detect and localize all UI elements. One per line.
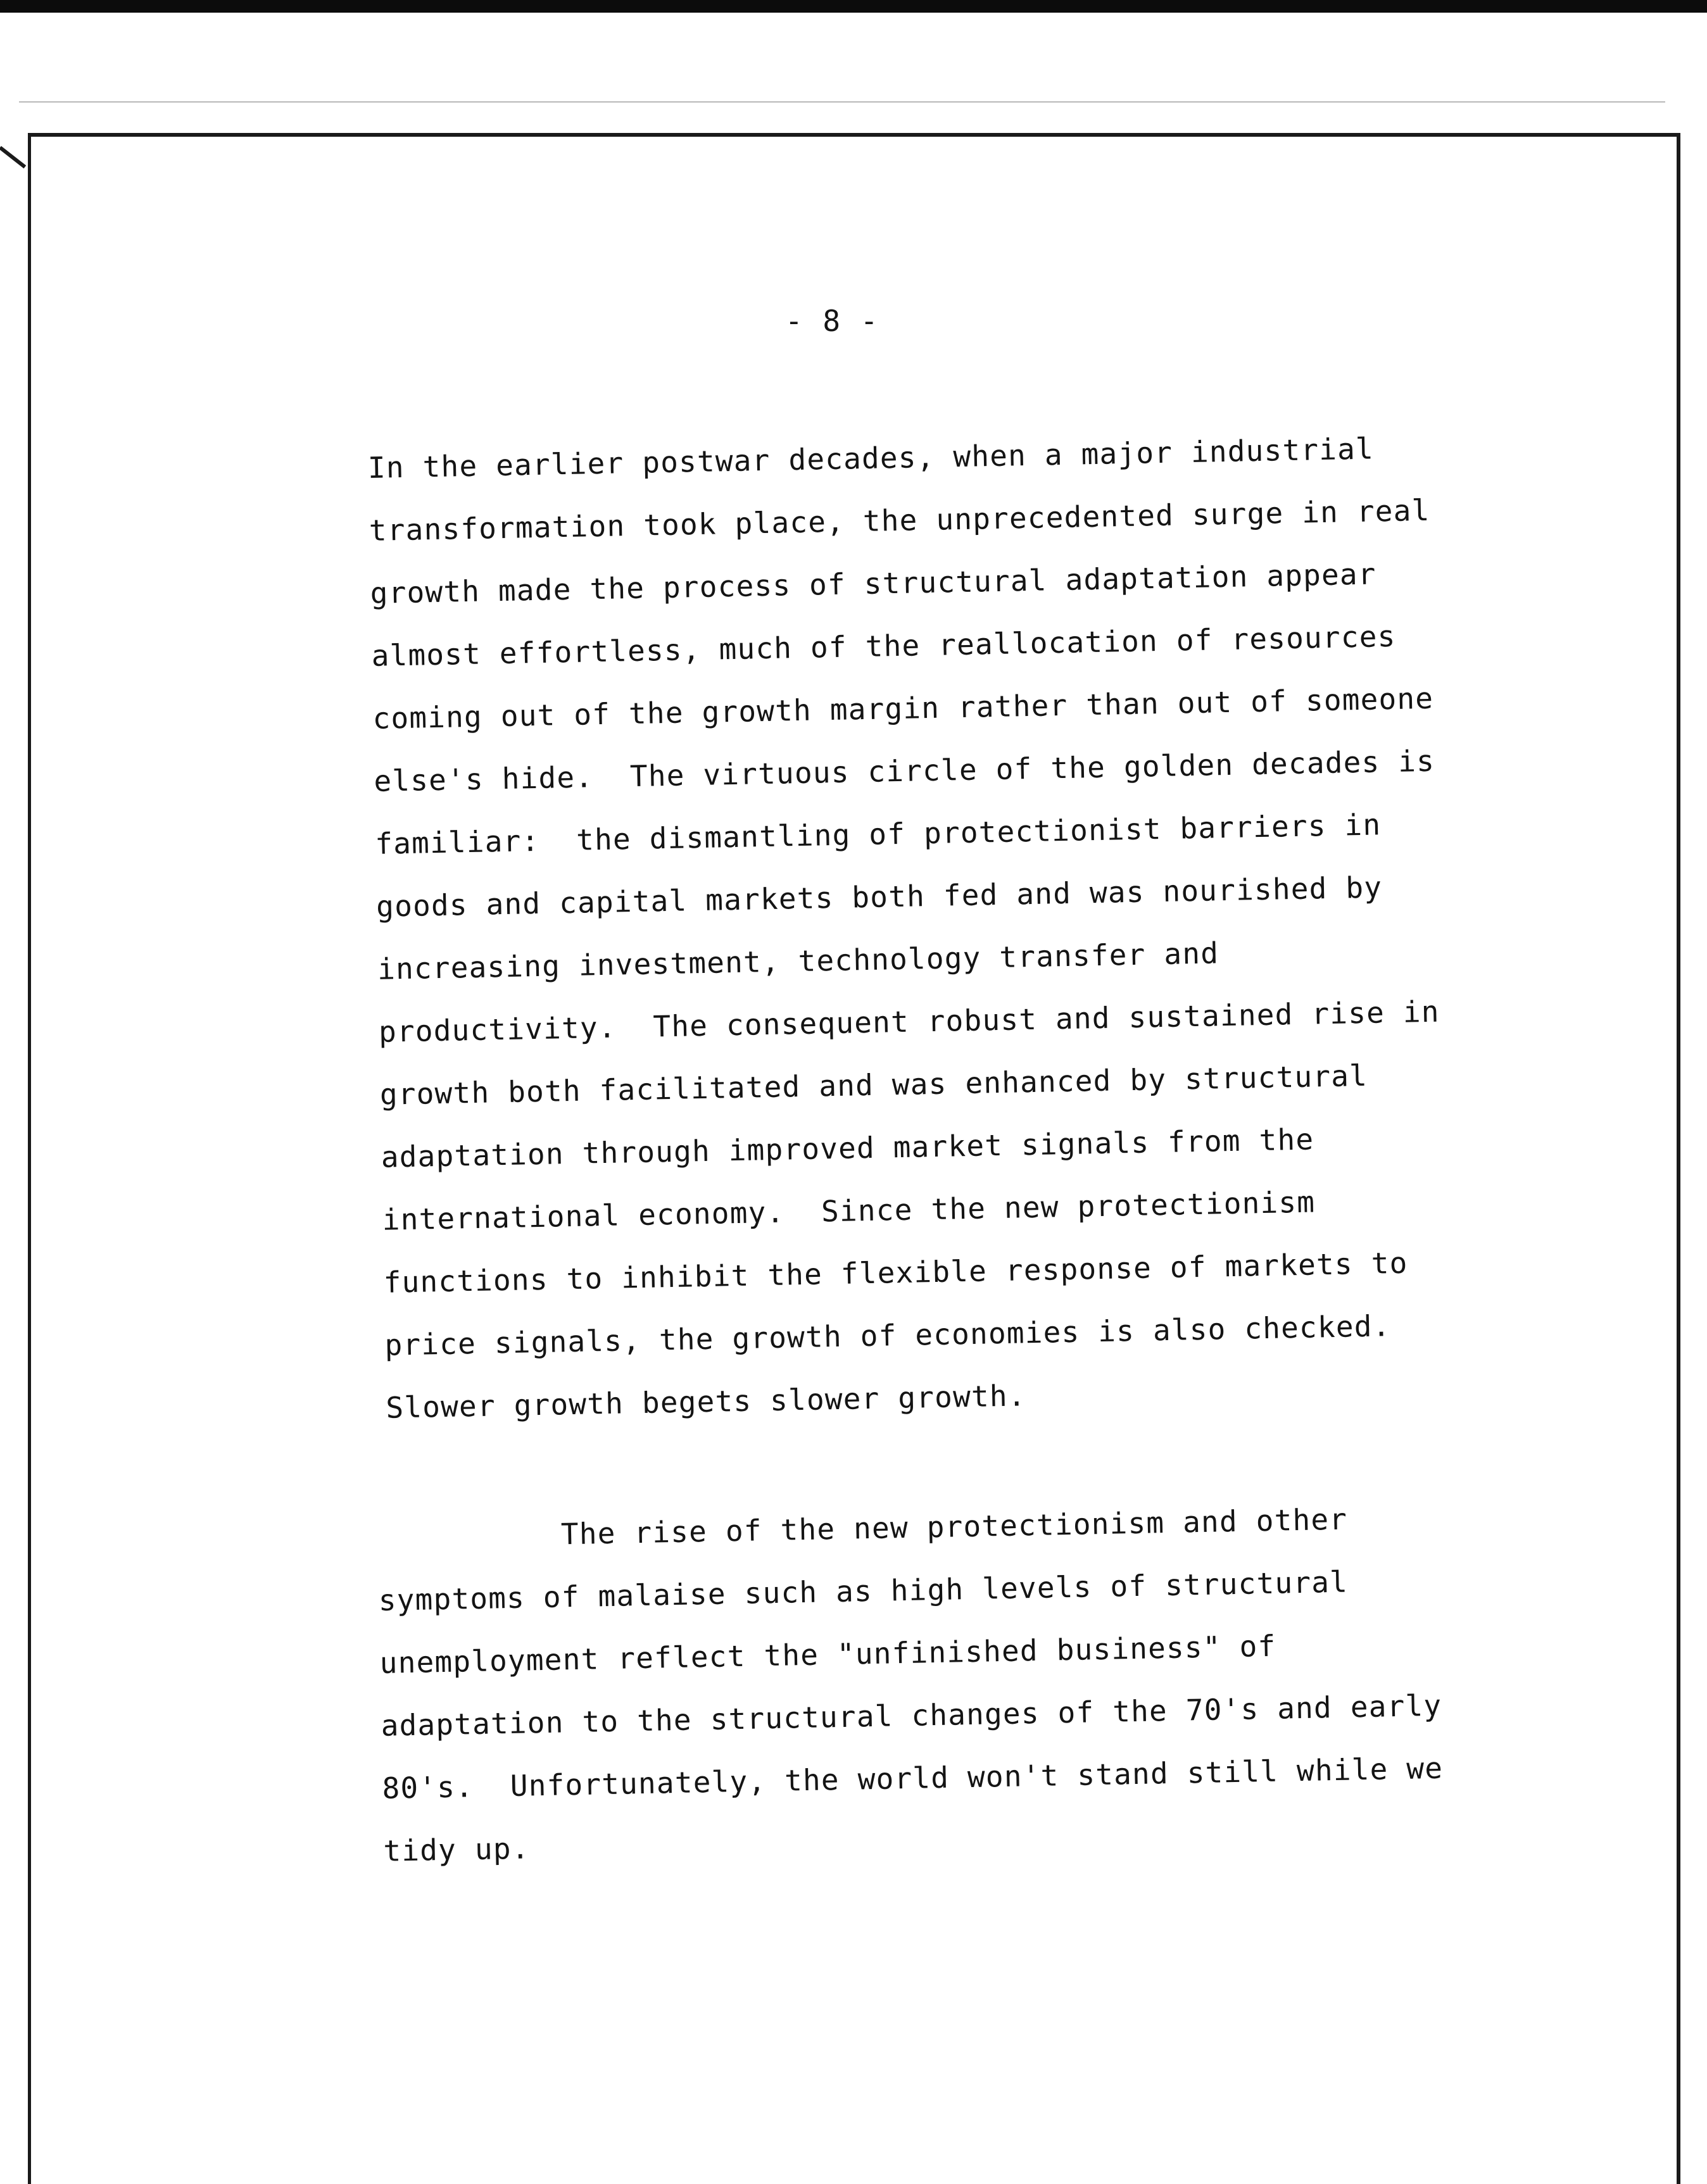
text-line: growth both facilitated and was enhanced by structural [379, 1058, 1368, 1112]
text-line: adaptation to the structural changes of the 70's and early [381, 1688, 1442, 1743]
text-line: transformation took place, the unprecedented surge in real [368, 493, 1430, 548]
text-line: 80's. Unfortunately, the world won't stand still while we [382, 1750, 1444, 1805]
text-line: increasing investment, technology transfer and [377, 936, 1219, 986]
text-line: price signals, the growth of economies is also checked. [384, 1309, 1391, 1362]
paragraph-1 [367, 414, 1577, 1440]
page-number: - 8 - [785, 304, 879, 338]
text-line: growth made the process of structural adaptation appear [370, 556, 1377, 610]
text-line: tidy up. [382, 1831, 531, 1868]
text-line: unemployment reflect the "unfinished business" of [379, 1628, 1276, 1680]
text-line: else's hide. The virtuous circle of the golden decades is [373, 743, 1435, 798]
text-line: In the earlier postwar decades, when a major industrial [367, 431, 1375, 485]
text-line: almost effortless, much of the reallocation of resources [371, 618, 1396, 673]
scan-artifact-line [19, 101, 1665, 103]
text-line: goods and capital markets both fed and was nourished by [375, 870, 1383, 924]
paragraph-2 [377, 1484, 1574, 1883]
text-line: functions to inhibit the flexible response of markets to [383, 1245, 1408, 1300]
text-line: familiar: the dismantling of protectionist barriers in [374, 807, 1382, 861]
text-line: adaptation through improved market signals from the [381, 1122, 1314, 1174]
text-line: symptoms of malaise such as high levels of structural [378, 1564, 1349, 1617]
text-line: productivity. The consequent robust and sustained rise in [378, 994, 1440, 1049]
text-line: Slower growth begets slower growth. [385, 1378, 1027, 1425]
text-line: international economy. Since the new protectionism [382, 1184, 1316, 1237]
text-line: The rise of the new protectionism and other [560, 1502, 1348, 1552]
text-line: coming out of the growth margin rather than out of someone [372, 681, 1434, 736]
corner-fold-mark [0, 146, 26, 169]
scan-top-border [0, 0, 1707, 13]
